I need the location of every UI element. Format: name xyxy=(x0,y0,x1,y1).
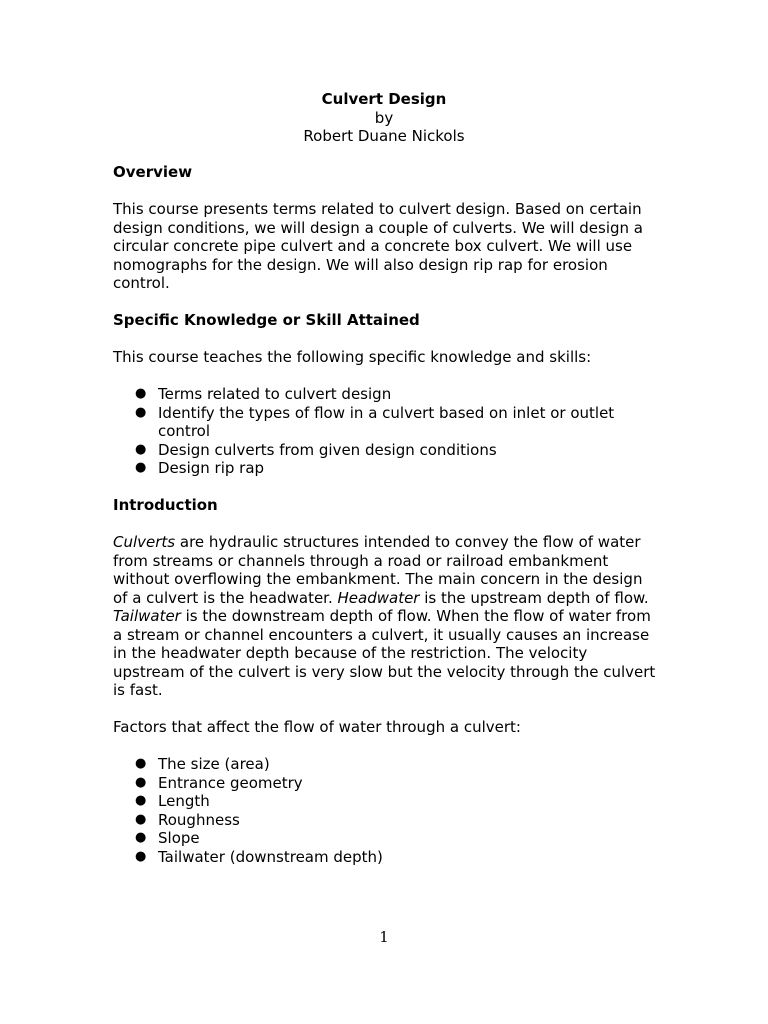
introduction-heading: Introduction xyxy=(113,496,218,514)
bullet-icon: ● xyxy=(135,386,147,401)
list-item: ● Identify the types of flow in a culvert based on inlet or outlet control xyxy=(135,403,615,440)
bullet-icon: ● xyxy=(135,848,147,864)
bullet-icon: ● xyxy=(135,756,147,771)
title-block xyxy=(0,90,768,146)
list-item: ● Length xyxy=(135,792,210,810)
bullet-icon: ● xyxy=(135,404,147,420)
list-item: ● Design culverts from given design conditions xyxy=(135,440,497,459)
document-title: Culvert Design xyxy=(321,90,447,108)
list-item: ● The size (area) xyxy=(135,755,270,773)
skills-list xyxy=(113,385,658,478)
list-item: ● Roughness xyxy=(135,810,240,829)
list-item: ● Slope xyxy=(135,829,200,847)
bullet-icon: ● xyxy=(135,441,147,457)
factors-list xyxy=(113,755,658,866)
bullet-icon: ● xyxy=(135,793,147,808)
bullet-icon: ● xyxy=(135,830,147,845)
introduction-paragraph: Culverts are hydraulic structures intended to convey the flow of water from streams or channels through a road or railroad embankment without overflowing the embankment. The main concern in the design of a culvert is the headwater. Headwater is the upstream depth of flow. Tailwater is the downstream depth of flow. When the flow of water from a stream or channel encounters a culvert, it usually causes an increase in the headwater depth because of the restriction. The velocity upstream of the culvert is very slow but the velocity through the culvert is fast. xyxy=(113,533,656,699)
document-body xyxy=(113,163,658,866)
overview-heading: Overview xyxy=(113,163,193,181)
term-culverts: Culverts xyxy=(113,533,176,551)
list-item: ● Entrance geometry xyxy=(135,773,303,792)
list-item: ● Terms related to culvert design xyxy=(135,385,392,403)
author-name: Robert Duane Nickols xyxy=(303,127,465,145)
skills-heading: Specific Knowledge or Skill Attained xyxy=(113,311,420,329)
bullet-icon: ● xyxy=(135,460,147,475)
list-item: ● Tailwater (downstream depth) xyxy=(135,847,383,866)
list-item: ● Design rip rap xyxy=(135,459,265,477)
byline-by: by xyxy=(374,108,394,127)
skills-intro: This course teaches the following specific knowledge and skills: xyxy=(113,348,592,366)
bullet-icon: ● xyxy=(135,774,147,790)
bullet-icon: ● xyxy=(135,811,147,827)
page-number: 1 xyxy=(379,928,389,946)
term-headwater: Headwater xyxy=(337,588,420,607)
overview-paragraph: This course presents terms related to culvert design. Based on certain design conditions, we will design a couple of culverts. We will design a circular concrete pipe culvert and a concrete box culvert. We will use nomographs for the design. We will also design rip rap for erosion control. xyxy=(113,200,644,292)
factors-intro: Factors that affect the flow of water through a culvert: xyxy=(113,718,521,736)
term-tailwater: Tailwater xyxy=(113,607,181,625)
